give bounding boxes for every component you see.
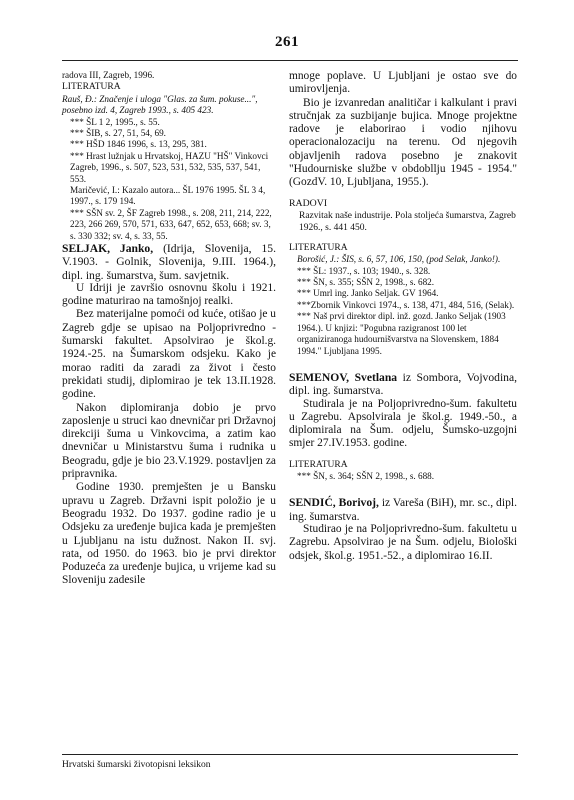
entry-sendic-heading <box>289 496 517 523</box>
footer-title: Hrvatski šumarski životopisni leksikon <box>62 760 211 770</box>
reference: *** ŠN, s. 364; SŠN 2, 1998., s. 688. <box>297 471 435 481</box>
entry-semenov-heading <box>289 371 517 398</box>
literature-label: LITERATURA <box>62 82 121 93</box>
paragraph: Bio je izvanredan analitičar i kalkulant i pravi stručnjak za suzbijanje bujica. Mnoge projektne radove je elaborirao i vodio njihovu operacionalozaciju na terenu. Od njegovih objavljenih radova posebno je znakovit "Hudourniske službe v obdobllju 1945 - 1954." (GozdV. 10, Ljubljana, 1955.). <box>289 96 517 189</box>
reference: *** SŠN sv. 2, ŠF Zagreb 1998., s. 208, 211, 214, 222, 223, 266 269, 570, 571, 633, 647, 652, 653, 668; sv. 3, s. 330 332; sv. 4, s. 33, 55. <box>70 207 272 241</box>
reference: ***Zbornik Vinkovci 1974., s. 138, 471, 484, 516, (Selak). <box>297 299 515 310</box>
reference: Borošić, J.: ŠIS, s. 6, 57, 106, 150, (pod Selak, Janko!). <box>297 254 501 265</box>
paragraph: Godine 1930. premješten je u Bansku upravu u Zagreb. Državni ispit položio je u Beogradu 1932. Do 1937. godine radio je u Odsjeku za uređenje bujica kada je premješten u Ljubljanu na istu dužnost. Nakon II. svj. rata, od 1950. do 1963. bio je prvi direktor Poduzeća za uređenje bujica, u vrijeme kad su Sloveniju zadesile <box>62 481 276 587</box>
entry-seljak-heading <box>62 242 276 282</box>
reference: *** ŠL 1 2, 1995., s. 55. <box>70 116 160 127</box>
work-item: Razvitak naše industrije. Pola stoljeća šumarstva, Zagreb 1926., s. 441 450. <box>299 210 516 233</box>
paragraph: mnoge poplave. U Ljubljani je ostao sve do umirovljenja. <box>289 70 517 96</box>
paragraph: Studirao je na Poljoprivredno-šum. fakultetu u Zagrebu. Apsolvirao je na Šum. odjelu, Biološki odsjek, škol.g. 1951.-52., a diplomirao 16.II. <box>289 523 517 562</box>
reference: *** Naš prvi direktor dipl. inž. gozd. Janko Seljak (1903 1964.). U knjizi: "Pogubna razigranost 100 let organiziranoga hudournišvarstva na Slovenskem, 1884 1994." Ljubljana 1995. <box>297 311 506 356</box>
footer-rule <box>62 754 518 755</box>
reference: *** ŠIB, s. 27, 51, 54, 69. <box>70 127 166 138</box>
entry-intro: iz Sombora, Vojvodina, dipl. ing. šumarstva. <box>289 370 518 398</box>
paragraph: Studirala je na Poljoprivredno-šum. fakultetu u Zagrebu. Apsolvirala je škol.g. 1949.-50., a diplomirala na Šum. odjelu, Šumsko-uzgojni smjer 27.IV.1953. godine. <box>289 397 517 450</box>
reference: *** ŠN, s. 355; SŠN 2, 1998., s. 682. <box>297 277 435 288</box>
entry-name: SELJAK, Janko, <box>62 241 154 255</box>
literature-label: LITERATURA <box>289 242 348 253</box>
reference: *** ŠL: 1937., s. 103; 1940., s. 328. <box>297 265 431 276</box>
reference: *** Hrast lužnjak u Hrvatskoj, HAZU "HŠ" Vinkovci Zagreb, 1996., s. 507, 523, 531, 532, 535, 537, 541, 553. <box>70 150 269 184</box>
works-label: RADOVI <box>289 197 328 209</box>
reference: Rauš, Đ.: Značenje i uloga "Glas. za šum. pokuse...", posebno izd. 4, Zagreb 1993., s. 405 423. <box>62 93 258 116</box>
entry-intro: (Idrija, Slovenija, 15. V.1903. - Golnik, Slovenija, 9.III. 1964.), dipl. ing. šumarstva, šum. savjetnik. <box>62 241 276 282</box>
entry-intro: iz Vareša (BiH), mr. sc., dipl. ing. šumarstva. <box>289 496 517 523</box>
paragraph: Nakon diplomiranja dobio je prvo zaposlenje u struci kao dnevničar pri Državnoj direkciji šuma u Vinkovcima, a zatim kao dnevničar u Ministarstvu šuma i rudnika u Beogradu, gdje je bio 23.V.1929. postavljen za pripravnika. <box>62 401 276 481</box>
reference: Maričević, I.: Kazalo autora... ŠL 1976 1995. ŠL 3 4, 1997., s. 179 194. <box>70 184 266 207</box>
page-number: 261 <box>275 34 299 50</box>
right-column <box>289 70 517 563</box>
entry-name: SENDIĆ, Borivoj, <box>289 496 379 510</box>
literature-label: LITERATURA <box>289 459 348 470</box>
entry-name: SEMENOV, Svetlana <box>289 370 398 384</box>
left-column <box>62 70 276 588</box>
paragraph: U Idriji je završio osnovnu školu i 1921. godine maturirao na tamošnjoj realki. <box>62 281 276 308</box>
reference: *** HŠD 1846 1996, s. 13, 295, 381. <box>70 139 207 150</box>
paragraph: Bez materijalne pomoći od kuće, otišao je u Zagreb gdje se upisao na Poljoprivredno - šumarski fakultet. Apsolvirao je škol.g. 1924.-25. na Šumarskom odsjeku. Kako je morao raditi da zaradi za život i često prekidati studij, diplomirao je tek 13.II.1928. godine. <box>62 308 276 401</box>
reference: *** Umrl ing. Janko Seljak. GV 1964. <box>297 288 439 299</box>
header-rule <box>62 60 518 61</box>
continued-ref: radova III, Zagreb, 1996. <box>62 70 155 80</box>
